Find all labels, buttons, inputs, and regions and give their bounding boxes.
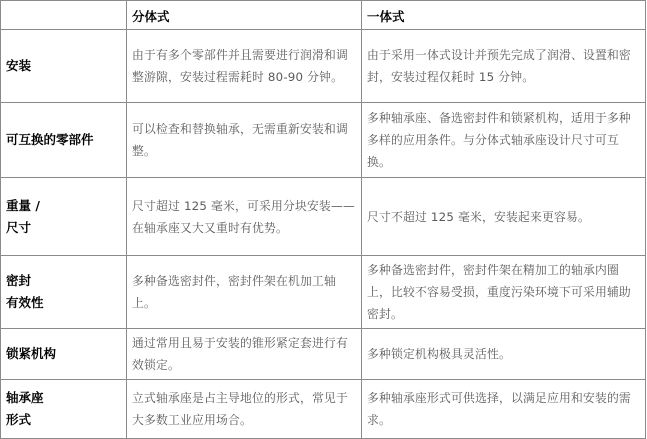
table-row	[1, 30, 646, 103]
row-label: 锁紧机构	[6, 346, 57, 361]
row-label: 可互换的零部件	[6, 132, 94, 147]
integrated-text: 由于采用一体式设计并预先完成了润滑、设置和密封，安装过程仅耗时 15 分钟。	[367, 48, 631, 84]
integrated-cell	[362, 103, 646, 178]
table-row	[1, 329, 646, 380]
table-row	[1, 256, 646, 329]
integrated-cell	[362, 178, 646, 256]
split-text: 多种备选密封件，密封件架在机加工轴上。	[132, 274, 336, 310]
row-label-cell	[1, 30, 127, 103]
table-row	[1, 103, 646, 178]
integrated-text: 多种备选密封件，密封件架在精加工的轴承内圈上，比较不容易受损，重度污染环境下可采用辅助密封。	[367, 263, 631, 321]
row-label-cell	[1, 380, 127, 439]
split-cell	[127, 30, 362, 103]
split-cell	[127, 329, 362, 380]
row-label: 轴承座 形式	[6, 390, 44, 427]
split-text: 通过常用且易于安装的锥形紧定套进行有效锁定。	[132, 336, 348, 372]
split-cell	[127, 380, 362, 439]
split-cell	[127, 256, 362, 329]
integrated-text: 多种轴承座形式可供选择，以满足应用和安装的需求。	[367, 391, 631, 427]
integrated-text: 尺寸不超过 125 毫米，安装起来更容易。	[367, 209, 590, 224]
split-cell	[127, 178, 362, 256]
integrated-cell	[362, 329, 646, 380]
split-cell	[127, 103, 362, 178]
split-text: 可以检查和替换轴承，无需重新安装和调整。	[132, 122, 348, 158]
header-cell-split	[127, 1, 362, 30]
integrated-cell	[362, 30, 646, 103]
row-label-cell	[1, 329, 127, 380]
header-cell-integrated	[362, 1, 646, 30]
split-text: 由于有多个零部件并且需要进行润滑和调整游隙，安装过程需耗时 80-90 分钟。	[132, 48, 348, 84]
integrated-cell	[362, 380, 646, 439]
integrated-text: 多种锁定机构极具灵活性。	[367, 347, 511, 361]
row-label: 重量 / 尺寸	[6, 197, 40, 235]
integrated-cell	[362, 256, 646, 329]
header-row	[1, 1, 646, 30]
integrated-text: 多种轴承座、备选密封件和锁紧机构，适用于多种多样的应用条件。与分体式轴承座设计尺寸可互换。	[367, 111, 631, 169]
row-label-cell	[1, 178, 127, 256]
header-cell-empty	[1, 1, 127, 30]
row-label: 密封 有效性	[6, 273, 44, 310]
row-label: 安装	[6, 58, 32, 73]
split-text: 尺寸超过 125 毫米，可采用分块安装——在轴承座又大又重时有优势。	[132, 198, 355, 235]
table-row	[1, 380, 646, 439]
header-split-label: 分体式	[132, 8, 170, 24]
table-row	[1, 178, 646, 256]
header-integrated-label: 一体式	[367, 8, 405, 24]
row-label-cell	[1, 103, 127, 178]
row-label-cell	[1, 256, 127, 329]
split-text: 立式轴承座是占主导地位的形式，常见于大多数工业应用场合。	[132, 391, 348, 427]
